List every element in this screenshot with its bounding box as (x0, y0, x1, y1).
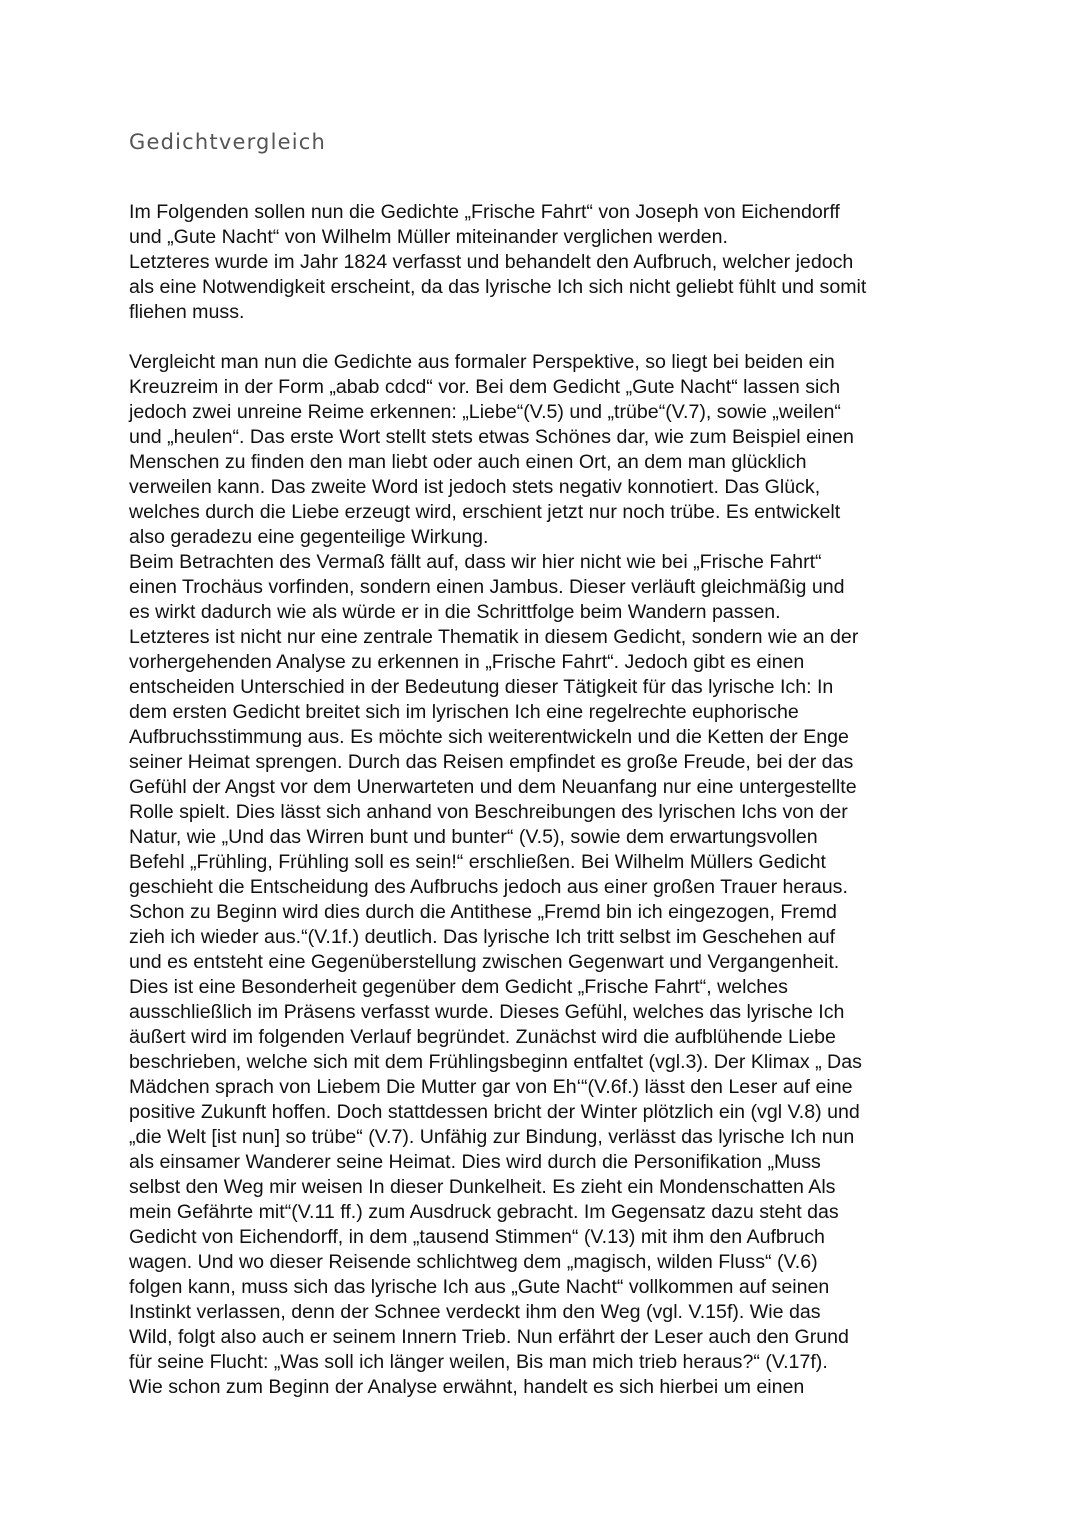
text-line: Befehl „Frühling, Frühling soll es sein!“ erschließen. Bei Wilhelm Müllers Gedicht (129, 851, 826, 873)
text-line: fliehen muss. (129, 301, 245, 323)
text-line: Wild, folgt also auch er seinem Innern Trieb. Nun erfährt der Leser auch den Grund (129, 1326, 849, 1348)
text-line: geschieht die Entscheidung des Aufbruchs jedoch aus einer großen Trauer heraus. (129, 876, 848, 898)
text-line: ausschließlich im Präsens verfasst wurde. Dieses Gefühl, welches das lyrische Ich (129, 1001, 845, 1023)
text-line: als eine Notwendigkeit erscheint, da das lyrische Ich sich nicht geliebt fühlt und somit (129, 276, 867, 298)
text-line: also geradezu eine gegenteilige Wirkung. (129, 526, 489, 548)
paragraph-gap (129, 325, 959, 350)
text-line: positive Zukunft hoffen. Doch stattdessen bricht der Winter plötzlich ein (vgl V.8) und (129, 1101, 860, 1123)
text-line: Wie schon zum Beginn der Analyse erwähnt, handelt es sich hierbei um einen (129, 1376, 805, 1398)
text-line: zieh ich wieder aus.“(V.1f.) deutlich. Das lyrische Ich tritt selbst im Geschehen auf (129, 926, 836, 948)
text-line: Im Folgenden sollen nun die Gedichte „Frische Fahrt“ von Joseph von Eichendorff (129, 201, 840, 223)
text-line: Letzteres wurde im Jahr 1824 verfasst und behandelt den Aufbruch, welcher jedoch (129, 251, 854, 273)
text-line: vorhergehenden Analyse zu erkennen in „Frische Fahrt“. Jedoch gibt es einen (129, 651, 805, 673)
text-line: Gedicht von Eichendorff, in dem „tausend Stimmen“ (V.13) mit ihm den Aufbruch (129, 1226, 825, 1248)
text-line: Gefühl der Angst vor dem Unerwarteten und dem Neuanfang nur eine untergestellte (129, 776, 857, 798)
text-line: selbst den Weg mir weisen In dieser Dunkelheit. Es zieht ein Mondenschatten Als (129, 1176, 836, 1198)
text-line: Dies ist eine Besonderheit gegenüber dem Gedicht „Frische Fahrt“, welches (129, 976, 788, 998)
text-line: Beim Betrachten des Vermaß fällt auf, dass wir hier nicht wie bei „Frische Fahrt“ (129, 551, 822, 573)
text-line: und „Gute Nacht“ von Wilhelm Müller miteinander verglichen werden. (129, 226, 728, 248)
text-line: verweilen kann. Das zweite Word ist jedoch stets negativ konnotiert. Das Glück, (129, 476, 821, 498)
text-line: Schon zu Beginn wird dies durch die Antithese „Fremd bin ich eingezogen, Fremd (129, 901, 837, 923)
text-line: entscheiden Unterschied in der Bedeutung dieser Tätigkeit für das lyrische Ich: In (129, 676, 834, 698)
text-line: als einsamer Wanderer seine Heimat. Dies wird durch die Personifikation „Muss (129, 1151, 821, 1173)
text-line: Menschen zu finden den man liebt oder auch einen Ort, an dem man glücklich (129, 451, 807, 473)
text-line: es wirkt dadurch wie als würde er in die Schrittfolge beim Wandern passen. (129, 601, 781, 623)
page-title: Gedichtvergleich (129, 130, 327, 154)
paragraph (129, 350, 959, 1400)
text-line: jedoch zwei unreine Reime erkennen: „Liebe“(V.5) und „trübe“(V.7), sowie „weilen“ (129, 401, 841, 423)
text-line: welches durch die Liebe erzeugt wird, erschient jetzt nur noch trübe. Es entwickelt (129, 501, 841, 523)
text-line: Letzteres ist nicht nur eine zentrale Thematik in diesem Gedicht, sondern wie an der (129, 626, 859, 648)
text-line: Aufbruchsstimmung aus. Es möchte sich weiterentwickeln und die Ketten der Enge (129, 726, 849, 748)
paragraph (129, 200, 959, 325)
text-line: Rolle spielt. Dies lässt sich anhand von Beschreibungen des lyrischen Ichs von der (129, 801, 848, 823)
text-line: mein Gefährte mit“(V.11 ff.) zum Ausdruck gebracht. Im Gegensatz dazu steht das (129, 1201, 839, 1223)
text-line: und es entsteht eine Gegenüberstellung zwischen Gegenwart und Vergangenheit. (129, 951, 840, 973)
text-line: seiner Heimat sprengen. Durch das Reisen empfindet es große Freude, bei der das (129, 751, 854, 773)
text-line: und „heulen“. Das erste Wort stellt stets etwas Schönes dar, wie zum Beispiel einen (129, 426, 854, 448)
text-line: Kreuzreim in der Form „abab cdcd“ vor. Bei dem Gedicht „Gute Nacht“ lassen sich (129, 376, 841, 398)
text-line: Instinkt verlassen, denn der Schnee verdeckt ihm den Weg (vgl. V.15f). Wie das (129, 1301, 821, 1323)
text-line: Natur, wie „Und das Wirren bunt und bunter“ (V.5), sowie dem erwartungsvollen (129, 826, 818, 848)
text-line: „die Welt [ist nun] so trübe“ (V.7). Unfähig zur Bindung, verlässt das lyrische Ich nun (129, 1126, 855, 1148)
text-line: Vergleicht man nun die Gedichte aus formaler Perspektive, so liegt bei beiden ein (129, 351, 835, 373)
text-line: äußert wird im folgenden Verlauf begründet. Zunächst wird die aufblühende Liebe (129, 1026, 836, 1048)
text-line: dem ersten Gedicht breitet sich im lyrischen Ich eine regelrechte euphorische (129, 701, 799, 723)
text-line: wagen. Und wo dieser Reisende schlichtweg dem „magisch, wilden Fluss“ (V.6) (129, 1251, 818, 1273)
text-line: für seine Flucht: „Was soll ich länger weilen, Bis man mich trieb heraus?“ (V.17f). (129, 1351, 828, 1373)
text-line: Mädchen sprach von Liebem Die Mutter gar von Eh‘“(V.6f.) lässt den Leser auf eine (129, 1076, 853, 1098)
document-body (129, 200, 959, 1400)
text-line: beschrieben, welche sich mit dem Frühlingsbeginn entfaltet (vgl.3). Der Klimax „ Das (129, 1051, 862, 1073)
text-line: einen Trochäus vorfinden, sondern einen Jambus. Dieser verläuft gleichmäßig und (129, 576, 845, 598)
text-line: folgen kann, muss sich das lyrische Ich aus „Gute Nacht“ vollkommen auf seinen (129, 1276, 830, 1298)
